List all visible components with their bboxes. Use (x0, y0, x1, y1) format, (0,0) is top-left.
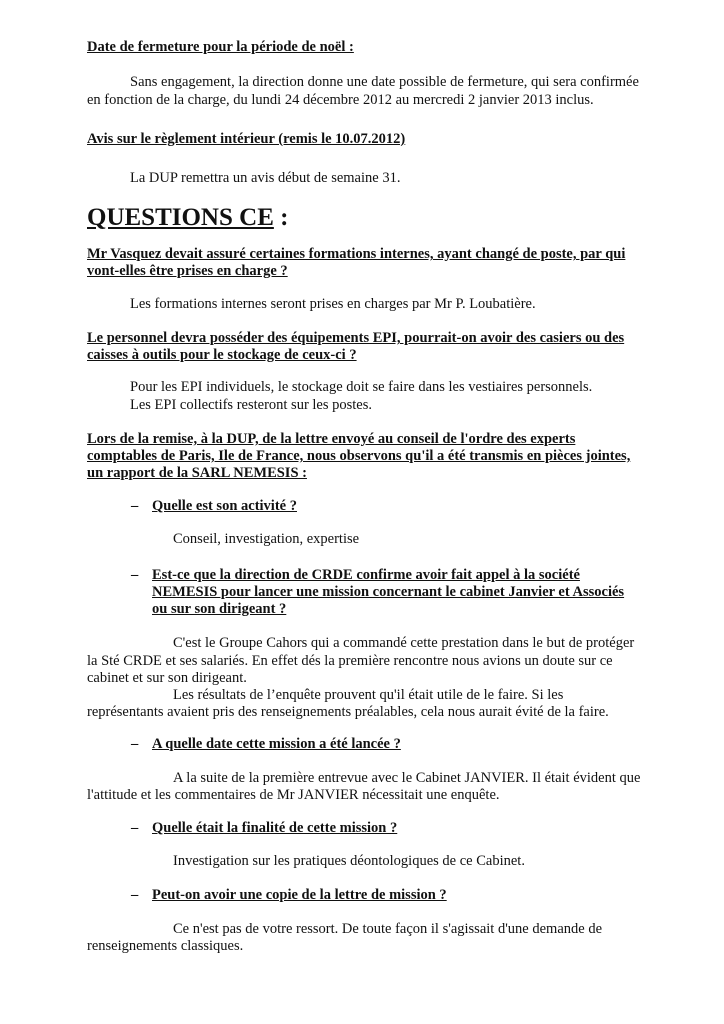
sub4-answer: Investigation sur les pratiques déontologiques de ce Cabinet. (173, 853, 525, 869)
q2-answer-line2: Les EPI collectifs resteront sur les postes. (130, 397, 373, 413)
sub2-answer-line5: représentants avaient pris des renseignements préalables, cela nous aurait évité de la faire. (87, 704, 609, 720)
section-title-closing: Date de fermeture pour la période de noël : (87, 39, 354, 55)
sub2-answer-line4: Les résultats de l’enquête prouvent qu'il était utile de le faire. Si les (173, 687, 564, 703)
questions-header-text: QUESTIONS CE (87, 204, 274, 231)
sub2-question-line3: ou sur son dirigeant ? (152, 601, 287, 617)
bullet-dash: – (131, 498, 139, 514)
sub3-question: A quelle date cette mission a été lancée ? (152, 736, 401, 752)
q3-title-line1: Lors de la remise, à la DUP, de la lettre envoyé au conseil de l'ordre des experts (87, 431, 576, 447)
q1-title-line1: Mr Vasquez devait assuré certaines formations internes, ayant changé de poste, par qui (87, 246, 626, 262)
sub2-question-line1: Est-ce que la direction de CRDE confirme avoir fait appel à la société (152, 567, 580, 583)
q1-answer: Les formations internes seront prises en charges par Mr P. Loubatière. (130, 296, 536, 312)
questions-header-suffix: : (273, 204, 289, 231)
sub3-answer-line2: l'attitude et les commentaires de Mr JANVIER nécessitait une enquête. (87, 787, 500, 803)
q2-title-line1: Le personnel devra posséder des équipements EPI, pourrait-on avoir des casiers ou des (87, 330, 625, 346)
closing-text-line2: en fonction de la charge, du lundi 24 décembre 2012 au mercredi 2 janvier 2013 inclus. (87, 92, 594, 108)
sub4-question: Quelle était la finalité de cette mission ? (152, 820, 398, 836)
q2-title-line2: caisses à outils pour le stockage de ceux-ci ? (87, 347, 357, 363)
sub5-answer-line2: renseignements classiques. (87, 938, 244, 954)
q3-title-line3: un rapport de la SARL NEMESIS : (87, 465, 307, 481)
sub3-answer-line1: A la suite de la première entrevue avec le Cabinet JANVIER. Il était évident que (173, 770, 641, 786)
closing-text-line1: Sans engagement, la direction donne une date possible de fermeture, qui sera confirmée (130, 74, 639, 90)
section-title-reglement: Avis sur le règlement intérieur (remis le 10.07.2012) (87, 131, 406, 147)
bullet-dash: – (131, 887, 139, 903)
q2-answer-line1: Pour les EPI individuels, le stockage doit se faire dans les vestiaires personnels. (130, 379, 593, 395)
q1-title-line2: vont-elles être prises en charge ? (87, 263, 288, 279)
questions-header (87, 203, 288, 233)
sub1-answer: Conseil, investigation, expertise (173, 531, 360, 547)
q3-title-line2: comptables de Paris, Ile de France, nous observons qu'il a été transmis en pièces jointes, (87, 448, 631, 464)
sub2-answer-line3: cabinet et sur son dirigeant. (87, 670, 247, 686)
sub2-answer-line2: la Sté CRDE et ses salariés. En effet dés la première rencontre nous avions un doute sur ce (87, 653, 613, 669)
bullet-dash: – (131, 820, 139, 836)
sub5-answer-line1: Ce n'est pas de votre ressort. De toute façon il s'agissait d'une demande de (173, 921, 603, 937)
bullet-dash: – (131, 567, 139, 583)
bullet-dash: – (131, 736, 139, 752)
reglement-text: La DUP remettra un avis début de semaine 31. (130, 170, 401, 186)
sub2-question-line2: NEMESIS pour lancer une mission concernant le cabinet Janvier et Associés (152, 584, 625, 600)
sub1-question: Quelle est son activité ? (152, 498, 297, 514)
sub2-answer-line1: C'est le Groupe Cahors qui a commandé cette prestation dans le but de protéger (173, 635, 635, 651)
sub5-question: Peut-on avoir une copie de la lettre de mission ? (152, 887, 447, 903)
